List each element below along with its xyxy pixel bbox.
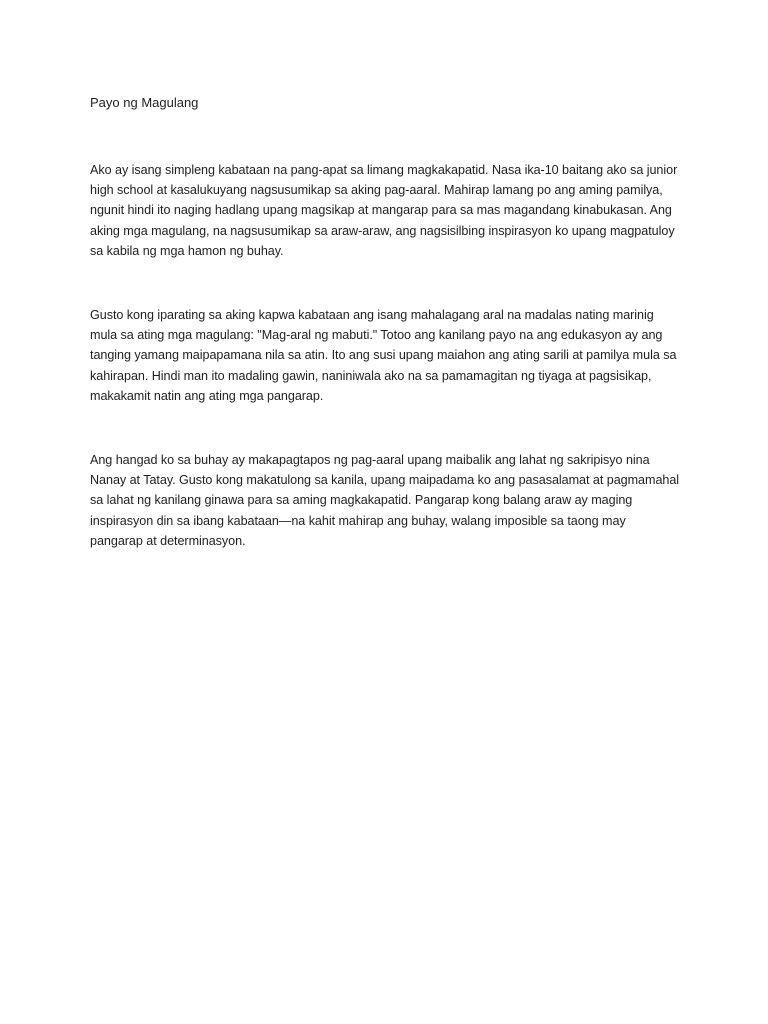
document-title: Payo ng Magulang xyxy=(90,95,199,110)
paragraph-2: Gusto kong iparating sa aking kapwa kabataan ang isang mahalagang aral na madalas nating marinig mula sa ating mga magulang: "Mag-aral ng mabuti." Totoo ang kanilang payo na ang edukasyon ay ang tanging yamang maipapamana nila sa atin. Ito ang susi upang maiahon ang ating sarili at pamilya mula sa kahirapan. Hindi man ito madaling gawin, naniniwala ako na sa pamamagitan ng tiyaga at pagsisikap, makakamit natin ang ating mga pangarap. xyxy=(90,308,677,403)
paragraph-3: Ang hangad ko sa buhay ay makapagtapos ng pag-aaral upang maibalik ang lahat ng sakripisyo nina Nanay at Tatay. Gusto kong makatulong sa kanila, upang maipadama ko ang pasasalamat at pagmamahal sa lahat ng kanilang ginawa para sa aming magkakapatid. Pangarap kong balang araw ay maging inspirasyon din sa ibang kabataan—na kahit mahirap ang buhay, walang imposible sa taong may pangarap at determinasyon. xyxy=(90,453,680,548)
paragraph-1: Ako ay isang simpleng kabataan na pang-apat sa limang magkakapatid. Nasa ika-10 baitang ako sa junior high school at kasalukuyang nagsusumikap sa aking pag-aaral. Mahirap lamang po ang aming pamilya, ngunit hindi ito naging hadlang upang magsikap at mangarap para sa mas magandang kinabukasan. Ang aking mga magulang, na nagsusumikap sa araw-araw, ang nagsisilbing inspirasyon ko upang magpatuloy sa kabila ng mga hamon ng buhay. xyxy=(90,163,678,258)
